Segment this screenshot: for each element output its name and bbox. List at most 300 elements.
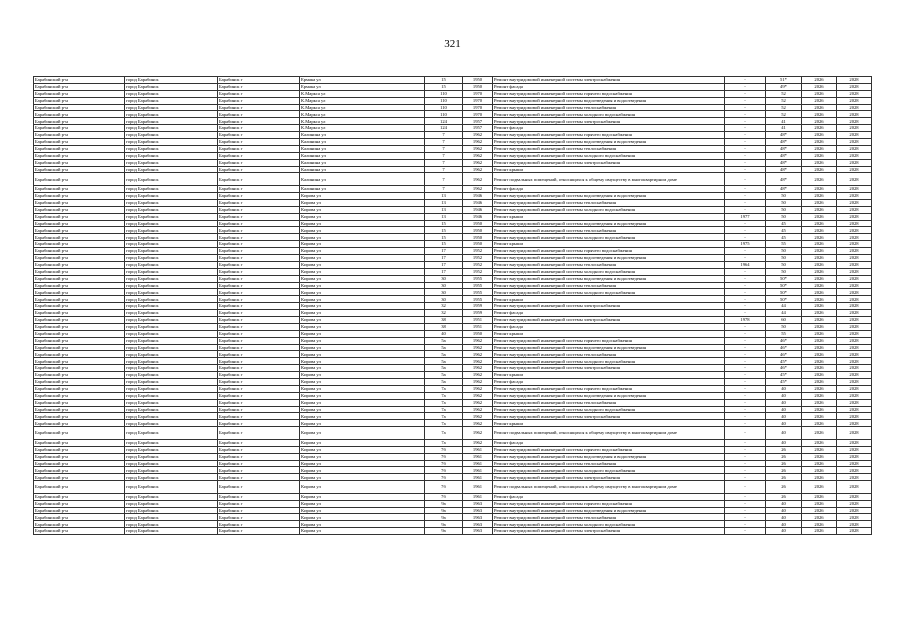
- work-type-cell: Ремонт крыши: [493, 420, 725, 427]
- district-cell: Барабинский р-н: [34, 379, 125, 386]
- wear-percent-cell: 45: [766, 227, 802, 234]
- street-cell: Кирова ул: [300, 199, 425, 206]
- street-cell: К.Маркса ул: [300, 104, 425, 111]
- build-year-cell: 1961: [463, 446, 493, 453]
- start-year-cell: 2026: [802, 406, 837, 413]
- district-cell: Барабинский р-н: [34, 118, 125, 125]
- table-row: [34, 296, 872, 303]
- work-type-cell: Ремонт внутридомовой инженерной системы холодного водоснабжения: [493, 467, 725, 474]
- end-year-cell: 2028: [837, 199, 872, 206]
- build-year-cell: 1962: [463, 365, 493, 372]
- street-cell: К.Маркса ул: [300, 97, 425, 104]
- district-cell: Барабинский р-н: [34, 453, 125, 460]
- build-year-cell: 1962: [463, 358, 493, 365]
- build-year-cell: 1962: [463, 385, 493, 392]
- street-cell: К.Маркса ул: [300, 90, 425, 97]
- wear-percent-cell: 26: [766, 474, 802, 481]
- build-year-cell: 1962: [463, 372, 493, 379]
- district-cell: Барабинский р-н: [34, 159, 125, 166]
- street-cell: Кирова ул: [300, 521, 425, 528]
- work-type-cell: Ремонт внутридомовой инженерной системы холодного водоснабжения: [493, 206, 725, 213]
- table-row: [34, 220, 872, 227]
- build-year-cell: 1951: [463, 323, 493, 330]
- street-cell: Кирова ул: [300, 234, 425, 241]
- work-type-cell: Ремонт внутридомовой инженерной системы теплоснабжения: [493, 261, 725, 268]
- last-repair-year-cell: -: [725, 500, 766, 507]
- last-repair-year-cell: -: [725, 166, 766, 173]
- table-row: [34, 145, 872, 152]
- street-cell: Кирова ул: [300, 474, 425, 481]
- start-year-cell: 2026: [802, 104, 837, 111]
- last-repair-year-cell: -: [725, 303, 766, 310]
- street-cell: Кирова ул: [300, 310, 425, 317]
- street-cell: Калинина ул: [300, 139, 425, 146]
- work-type-cell: Ремонт внутридомовой инженерной системы водоотведения и водоотведения: [493, 192, 725, 199]
- build-year-cell: 1946: [463, 206, 493, 213]
- build-year-cell: 1962: [463, 420, 493, 427]
- work-type-cell: Ремонт внутридомовой инженерной системы холодного водоснабжения: [493, 152, 725, 159]
- locality-cell: Барабинск г: [218, 385, 300, 392]
- house-number-cell: 40: [425, 330, 463, 337]
- end-year-cell: 2028: [837, 152, 872, 159]
- street-cell: Кирова ул: [300, 282, 425, 289]
- locality-cell: Барабинск г: [218, 220, 300, 227]
- wear-percent-cell: 40: [766, 514, 802, 521]
- end-year-cell: 2028: [837, 303, 872, 310]
- build-year-cell: 1963: [463, 500, 493, 507]
- locality-cell: Барабинск г: [218, 330, 300, 337]
- start-year-cell: 2026: [802, 254, 837, 261]
- street-cell: Калинина ул: [300, 166, 425, 173]
- wear-percent-cell: 26: [766, 467, 802, 474]
- end-year-cell: 2028: [837, 514, 872, 521]
- build-year-cell: 1962: [463, 392, 493, 399]
- locality-cell: Барабинск г: [218, 152, 300, 159]
- start-year-cell: 2026: [802, 337, 837, 344]
- house-number-cell: 13: [425, 192, 463, 199]
- table-row: [34, 159, 872, 166]
- work-type-cell: Ремонт внутридомовой инженерной системы водоотведения и водоотведения: [493, 453, 725, 460]
- work-type-cell: Ремонт внутридомовой инженерной системы теплоснабжения: [493, 514, 725, 521]
- build-year-cell: 1957: [463, 118, 493, 125]
- work-type-cell: Ремонт внутридомовой инженерной системы водоотведения и водоотведения: [493, 97, 725, 104]
- wear-percent-cell: 52: [766, 111, 802, 118]
- wear-percent-cell: 50: [766, 254, 802, 261]
- street-cell: Кирова ул: [300, 323, 425, 330]
- district-cell: Барабинский р-н: [34, 303, 125, 310]
- last-repair-year-cell: -: [725, 344, 766, 351]
- table-row: [34, 453, 872, 460]
- end-year-cell: 2028: [837, 427, 872, 440]
- street-cell: Кирова ул: [300, 241, 425, 248]
- locality-cell: Барабинск г: [218, 528, 300, 535]
- last-repair-year-cell: -: [725, 173, 766, 186]
- locality-cell: Барабинск г: [218, 406, 300, 413]
- wear-percent-cell: 55: [766, 330, 802, 337]
- work-type-cell: Ремонт внутридомовой инженерной системы водоотведения и водоотведения: [493, 392, 725, 399]
- street-cell: Кирова ул: [300, 227, 425, 234]
- last-repair-year-cell: -: [725, 474, 766, 481]
- locality-cell: Барабинск г: [218, 132, 300, 139]
- build-year-cell: 1952: [463, 254, 493, 261]
- district-cell: Барабинский р-н: [34, 344, 125, 351]
- end-year-cell: 2028: [837, 125, 872, 132]
- build-year-cell: 1955: [463, 282, 493, 289]
- last-repair-year-cell: -: [725, 514, 766, 521]
- municipality-cell: город Барабинск: [125, 372, 218, 379]
- house-number-cell: 5а: [425, 337, 463, 344]
- wear-percent-cell: 48*: [766, 132, 802, 139]
- last-repair-year-cell: -: [725, 248, 766, 255]
- street-cell: Кирова ул: [300, 213, 425, 220]
- district-cell: Барабинский р-н: [34, 97, 125, 104]
- street-cell: Кирова ул: [300, 379, 425, 386]
- last-repair-year-cell: -: [725, 268, 766, 275]
- last-repair-year-cell: -: [725, 289, 766, 296]
- municipality-cell: город Барабинск: [125, 241, 218, 248]
- district-cell: Барабинский р-н: [34, 351, 125, 358]
- street-cell: Кирова ул: [300, 365, 425, 372]
- build-year-cell: 1961: [463, 474, 493, 481]
- table-row: [34, 254, 872, 261]
- last-repair-year-cell: -: [725, 152, 766, 159]
- work-type-cell: Ремонт внутридомовой инженерной системы холодного водоснабжения: [493, 521, 725, 528]
- municipality-cell: город Барабинск: [125, 125, 218, 132]
- end-year-cell: 2028: [837, 227, 872, 234]
- street-cell: Кирова ул: [300, 439, 425, 446]
- house-number-cell: 7б: [425, 481, 463, 494]
- last-repair-year-cell: 1978: [725, 316, 766, 323]
- district-cell: Барабинский р-н: [34, 186, 125, 193]
- locality-cell: Барабинск г: [218, 234, 300, 241]
- wear-percent-cell: 44: [766, 303, 802, 310]
- last-repair-year-cell: -: [725, 392, 766, 399]
- locality-cell: Барабинск г: [218, 268, 300, 275]
- start-year-cell: 2026: [802, 111, 837, 118]
- end-year-cell: 2028: [837, 97, 872, 104]
- district-cell: Барабинский р-н: [34, 206, 125, 213]
- locality-cell: Барабинск г: [218, 296, 300, 303]
- wear-percent-cell: 48*: [766, 173, 802, 186]
- start-year-cell: 2026: [802, 139, 837, 146]
- start-year-cell: 2026: [802, 330, 837, 337]
- last-repair-year-cell: 1975: [725, 241, 766, 248]
- house-number-cell: 30: [425, 282, 463, 289]
- district-cell: Барабинский р-н: [34, 213, 125, 220]
- district-cell: Барабинский р-н: [34, 372, 125, 379]
- table-row: [34, 385, 872, 392]
- municipality-cell: город Барабинск: [125, 379, 218, 386]
- build-year-cell: 1963: [463, 514, 493, 521]
- end-year-cell: 2028: [837, 111, 872, 118]
- house-number-cell: 7а: [425, 392, 463, 399]
- locality-cell: Барабинск г: [218, 118, 300, 125]
- house-number-cell: 5а: [425, 358, 463, 365]
- end-year-cell: 2028: [837, 310, 872, 317]
- last-repair-year-cell: -: [725, 460, 766, 467]
- wear-percent-cell: 45*: [766, 358, 802, 365]
- start-year-cell: 2026: [802, 192, 837, 199]
- table-row: [34, 460, 872, 467]
- start-year-cell: 2026: [802, 474, 837, 481]
- table-row: [34, 493, 872, 500]
- municipality-cell: город Барабинск: [125, 453, 218, 460]
- house-number-cell: 7а: [425, 385, 463, 392]
- start-year-cell: 2026: [802, 351, 837, 358]
- wear-percent-cell: 50: [766, 268, 802, 275]
- build-year-cell: 1955: [463, 296, 493, 303]
- house-number-cell: 124: [425, 118, 463, 125]
- district-cell: Барабинский р-н: [34, 282, 125, 289]
- start-year-cell: 2026: [802, 289, 837, 296]
- work-type-cell: Ремонт крыши: [493, 213, 725, 220]
- municipality-cell: город Барабинск: [125, 248, 218, 255]
- district-cell: Барабинский р-н: [34, 227, 125, 234]
- last-repair-year-cell: -: [725, 351, 766, 358]
- build-year-cell: 1970: [463, 90, 493, 97]
- build-year-cell: 1970: [463, 111, 493, 118]
- municipality-cell: город Барабинск: [125, 365, 218, 372]
- house-number-cell: 110: [425, 111, 463, 118]
- work-type-cell: Ремонт внутридомовой инженерной системы водоотведения и водоотведения: [493, 344, 725, 351]
- district-cell: Барабинский р-н: [34, 514, 125, 521]
- house-number-cell: 110: [425, 97, 463, 104]
- house-number-cell: 7а: [425, 413, 463, 420]
- start-year-cell: 2026: [802, 83, 837, 90]
- start-year-cell: 2026: [802, 152, 837, 159]
- district-cell: Барабинский р-н: [34, 248, 125, 255]
- last-repair-year-cell: -: [725, 446, 766, 453]
- locality-cell: Барабинск г: [218, 275, 300, 282]
- municipality-cell: город Барабинск: [125, 337, 218, 344]
- wear-percent-cell: 50: [766, 213, 802, 220]
- house-number-cell: 110: [425, 104, 463, 111]
- municipality-cell: город Барабинск: [125, 481, 218, 494]
- house-number-cell: 17: [425, 248, 463, 255]
- locality-cell: Барабинск г: [218, 323, 300, 330]
- last-repair-year-cell: -: [725, 111, 766, 118]
- build-year-cell: 1950: [463, 77, 493, 84]
- work-type-cell: Ремонт внутридомовой инженерной системы горячего водоснабжения: [493, 385, 725, 392]
- build-year-cell: 1946: [463, 192, 493, 199]
- table-row: [34, 104, 872, 111]
- house-number-cell: 32: [425, 310, 463, 317]
- end-year-cell: 2028: [837, 372, 872, 379]
- street-cell: Кирова ул: [300, 296, 425, 303]
- street-cell: Калинина ул: [300, 152, 425, 159]
- end-year-cell: 2028: [837, 406, 872, 413]
- last-repair-year-cell: -: [725, 323, 766, 330]
- wear-percent-cell: 50: [766, 261, 802, 268]
- last-repair-year-cell: -: [725, 330, 766, 337]
- work-type-cell: Ремонт фасада: [493, 323, 725, 330]
- end-year-cell: 2028: [837, 261, 872, 268]
- wear-percent-cell: 52: [766, 97, 802, 104]
- last-repair-year-cell: -: [725, 77, 766, 84]
- last-repair-year-cell: -: [725, 372, 766, 379]
- start-year-cell: 2026: [802, 481, 837, 494]
- district-cell: Барабинский р-н: [34, 296, 125, 303]
- wear-percent-cell: 50: [766, 206, 802, 213]
- house-number-cell: 13: [425, 213, 463, 220]
- wear-percent-cell: 46*: [766, 337, 802, 344]
- street-cell: Кирова ул: [300, 500, 425, 507]
- table-row: [34, 372, 872, 379]
- wear-percent-cell: 26: [766, 493, 802, 500]
- locality-cell: Барабинск г: [218, 521, 300, 528]
- house-number-cell: 7а: [425, 420, 463, 427]
- locality-cell: Барабинск г: [218, 310, 300, 317]
- house-number-cell: 7: [425, 139, 463, 146]
- build-year-cell: 1962: [463, 337, 493, 344]
- start-year-cell: 2026: [802, 282, 837, 289]
- locality-cell: Барабинск г: [218, 77, 300, 84]
- work-type-cell: Ремонт внутридомовой инженерной системы электроснабжения: [493, 316, 725, 323]
- house-number-cell: 13: [425, 206, 463, 213]
- last-repair-year-cell: -: [725, 467, 766, 474]
- end-year-cell: 2028: [837, 358, 872, 365]
- last-repair-year-cell: -: [725, 125, 766, 132]
- start-year-cell: 2026: [802, 500, 837, 507]
- district-cell: Барабинский р-н: [34, 173, 125, 186]
- district-cell: Барабинский р-н: [34, 521, 125, 528]
- house-number-cell: 9а: [425, 528, 463, 535]
- street-cell: Кирова ул: [300, 467, 425, 474]
- table-row: [34, 282, 872, 289]
- build-year-cell: 1962: [463, 152, 493, 159]
- start-year-cell: 2026: [802, 145, 837, 152]
- build-year-cell: 1962: [463, 379, 493, 386]
- municipality-cell: город Барабинск: [125, 145, 218, 152]
- work-type-cell: Ремонт подвальных помещений, относящихся к общему имуществу в многоквартирном доме: [493, 173, 725, 186]
- table-row: [34, 83, 872, 90]
- district-cell: Барабинский р-н: [34, 234, 125, 241]
- end-year-cell: 2028: [837, 365, 872, 372]
- last-repair-year-cell: -: [725, 296, 766, 303]
- repair-schedule-table: [33, 76, 872, 535]
- wear-percent-cell: 48*: [766, 145, 802, 152]
- build-year-cell: 1950: [463, 227, 493, 234]
- municipality-cell: город Барабинск: [125, 97, 218, 104]
- end-year-cell: 2028: [837, 145, 872, 152]
- municipality-cell: город Барабинск: [125, 467, 218, 474]
- house-number-cell: 7: [425, 145, 463, 152]
- start-year-cell: 2026: [802, 413, 837, 420]
- end-year-cell: 2028: [837, 186, 872, 193]
- house-number-cell: 7: [425, 173, 463, 186]
- build-year-cell: 1950: [463, 330, 493, 337]
- district-cell: Барабинский р-н: [34, 261, 125, 268]
- start-year-cell: 2026: [802, 439, 837, 446]
- last-repair-year-cell: -: [725, 439, 766, 446]
- district-cell: Барабинский р-н: [34, 90, 125, 97]
- house-number-cell: 15: [425, 220, 463, 227]
- municipality-cell: город Барабинск: [125, 392, 218, 399]
- wear-percent-cell: 40: [766, 507, 802, 514]
- wear-percent-cell: 45: [766, 220, 802, 227]
- district-cell: Барабинский р-н: [34, 460, 125, 467]
- table-row: [34, 365, 872, 372]
- municipality-cell: город Барабинск: [125, 220, 218, 227]
- work-type-cell: Ремонт внутридомовой инженерной системы электроснабжения: [493, 118, 725, 125]
- locality-cell: Барабинск г: [218, 446, 300, 453]
- last-repair-year-cell: -: [725, 192, 766, 199]
- street-cell: Кирова ул: [300, 337, 425, 344]
- work-type-cell: Ремонт крыши: [493, 166, 725, 173]
- end-year-cell: 2028: [837, 453, 872, 460]
- start-year-cell: 2026: [802, 118, 837, 125]
- locality-cell: Барабинск г: [218, 316, 300, 323]
- municipality-cell: город Барабинск: [125, 206, 218, 213]
- last-repair-year-cell: -: [725, 220, 766, 227]
- street-cell: Кирова ул: [300, 220, 425, 227]
- end-year-cell: 2028: [837, 132, 872, 139]
- district-cell: Барабинский р-н: [34, 125, 125, 132]
- start-year-cell: 2026: [802, 392, 837, 399]
- start-year-cell: 2026: [802, 77, 837, 84]
- wear-percent-cell: 40: [766, 521, 802, 528]
- street-cell: Кирова ул: [300, 453, 425, 460]
- wear-percent-cell: 50*: [766, 275, 802, 282]
- work-type-cell: Ремонт фасада: [493, 439, 725, 446]
- district-cell: Барабинский р-н: [34, 268, 125, 275]
- district-cell: Барабинский р-н: [34, 192, 125, 199]
- wear-percent-cell: 50*: [766, 282, 802, 289]
- municipality-cell: город Барабинск: [125, 413, 218, 420]
- last-repair-year-cell: -: [725, 379, 766, 386]
- last-repair-year-cell: -: [725, 385, 766, 392]
- street-cell: Кирова ул: [300, 446, 425, 453]
- house-number-cell: 7: [425, 186, 463, 193]
- municipality-cell: город Барабинск: [125, 186, 218, 193]
- locality-cell: Барабинск г: [218, 192, 300, 199]
- district-cell: Барабинский р-н: [34, 439, 125, 446]
- municipality-cell: город Барабинск: [125, 427, 218, 440]
- street-cell: Кирова ул: [300, 316, 425, 323]
- table-row: [34, 241, 872, 248]
- locality-cell: Барабинск г: [218, 97, 300, 104]
- street-cell: Ермака ул: [300, 83, 425, 90]
- house-number-cell: 17: [425, 261, 463, 268]
- wear-percent-cell: 46*: [766, 365, 802, 372]
- locality-cell: Барабинск г: [218, 186, 300, 193]
- work-type-cell: Ремонт внутридомовой инженерной системы водоотведения и водоотведения: [493, 139, 725, 146]
- table-row: [34, 275, 872, 282]
- start-year-cell: 2026: [802, 90, 837, 97]
- end-year-cell: 2028: [837, 282, 872, 289]
- municipality-cell: город Барабинск: [125, 132, 218, 139]
- house-number-cell: 9а: [425, 507, 463, 514]
- wear-percent-cell: 44: [766, 310, 802, 317]
- house-number-cell: 9а: [425, 514, 463, 521]
- end-year-cell: 2028: [837, 344, 872, 351]
- work-type-cell: Ремонт внутридомовой инженерной системы теплоснабжения: [493, 227, 725, 234]
- build-year-cell: 1950: [463, 234, 493, 241]
- municipality-cell: город Барабинск: [125, 344, 218, 351]
- house-number-cell: 15: [425, 234, 463, 241]
- build-year-cell: 1962: [463, 406, 493, 413]
- house-number-cell: 32: [425, 303, 463, 310]
- build-year-cell: 1963: [463, 507, 493, 514]
- build-year-cell: 1946: [463, 213, 493, 220]
- table-row: [34, 111, 872, 118]
- end-year-cell: 2028: [837, 77, 872, 84]
- work-type-cell: Ремонт внутридомовой инженерной системы электроснабжения: [493, 303, 725, 310]
- end-year-cell: 2028: [837, 399, 872, 406]
- street-cell: Кирова ул: [300, 275, 425, 282]
- build-year-cell: 1963: [463, 528, 493, 535]
- start-year-cell: 2026: [802, 234, 837, 241]
